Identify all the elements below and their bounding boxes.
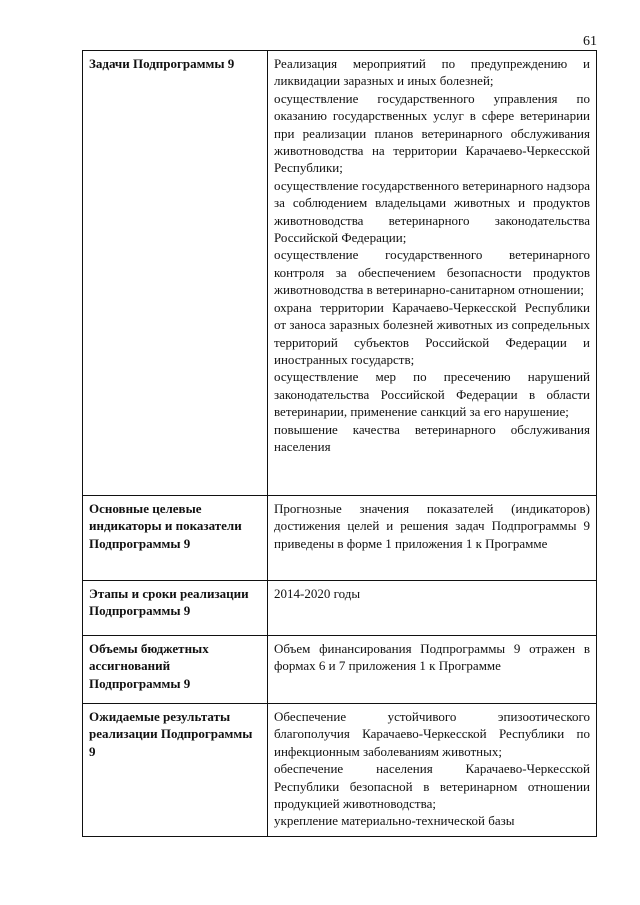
paragraph: осуществление государственного управления по оказанию государственных услуг в сфере ветеринарии при реализации планов ветеринарного обслуживания животноводства на территории Карачаево-Черкесской Республики; bbox=[274, 90, 590, 176]
row-value bbox=[268, 51, 597, 496]
table-row-indicators bbox=[83, 496, 597, 581]
row-value bbox=[268, 581, 597, 636]
page-number: 61 bbox=[583, 34, 597, 49]
paragraph: укрепление материально-технической базы bbox=[274, 813, 515, 829]
paragraph: осуществление государственного ветеринарного контроля за обеспечением безопасности продуктов животноводства в ветеринарно-санитарном отношении; bbox=[274, 247, 590, 298]
table-row-stages bbox=[83, 581, 597, 636]
table-row-tasks bbox=[83, 51, 597, 496]
table-row-budget bbox=[83, 636, 597, 704]
row-label: Задачи Подпрограммы 9 bbox=[83, 51, 268, 496]
row-label: Ожидаемые результаты реализации Подпрограммы 9 bbox=[83, 704, 268, 837]
paragraph: 2014-2020 годы bbox=[274, 586, 361, 601]
paragraph: обеспечение населения Карачаево-Черкесской Республики безопасной в ветеринарном отношении продукцией животноводства; bbox=[274, 761, 590, 812]
row-label: Этапы и сроки реализации Подпрограммы 9 bbox=[83, 581, 268, 636]
paragraph: осуществление государственного ветеринарного надзора за соблюдением владельцами животных и продуктов животноводства ветеринарного законодательства Российской Федерации; bbox=[274, 177, 590, 246]
paragraph: Реализация мероприятий по предупреждению и ликвидации заразных и иных болезней; bbox=[274, 56, 590, 89]
row-label: Основные целевые индикаторы и показатели Подпрограммы 9 bbox=[83, 496, 268, 581]
paragraph: охрана территории Карачаево-Черкесской Республики от заноса заразных болезней животных из сопредельных территорий субъектов Российской Федерации и иностранных государств; bbox=[274, 299, 590, 367]
paragraph: Прогнозные значения показателей (индикаторов) достижения целей и решения задач Подпрограммы 9 приведены в форме 1 приложения 1 к Программе bbox=[274, 501, 590, 551]
paragraph: Объем финансирования Подпрограммы 9 отражен в формах 6 и 7 приложения 1 к Программе bbox=[274, 641, 590, 674]
paragraph: осуществление мер по пресечению нарушений законодательства Российской Федерации в области ветеринарии, применение санкций за его нарушение; bbox=[274, 369, 590, 420]
paragraph: повышение качества ветеринарного обслуживания населения bbox=[274, 421, 590, 454]
row-value bbox=[268, 704, 597, 837]
row-value bbox=[268, 496, 597, 581]
row-label: Объемы бюджетных ассигнований Подпрограммы 9 bbox=[83, 636, 268, 704]
row-value bbox=[268, 636, 597, 704]
subprogram-passport-table bbox=[82, 50, 597, 837]
paragraph: Обеспечение устойчивого эпизоотического благополучия Карачаево-Черкесской Республики по инфекционным заболеваниям животных; bbox=[274, 709, 590, 759]
table-row-results bbox=[83, 704, 597, 837]
